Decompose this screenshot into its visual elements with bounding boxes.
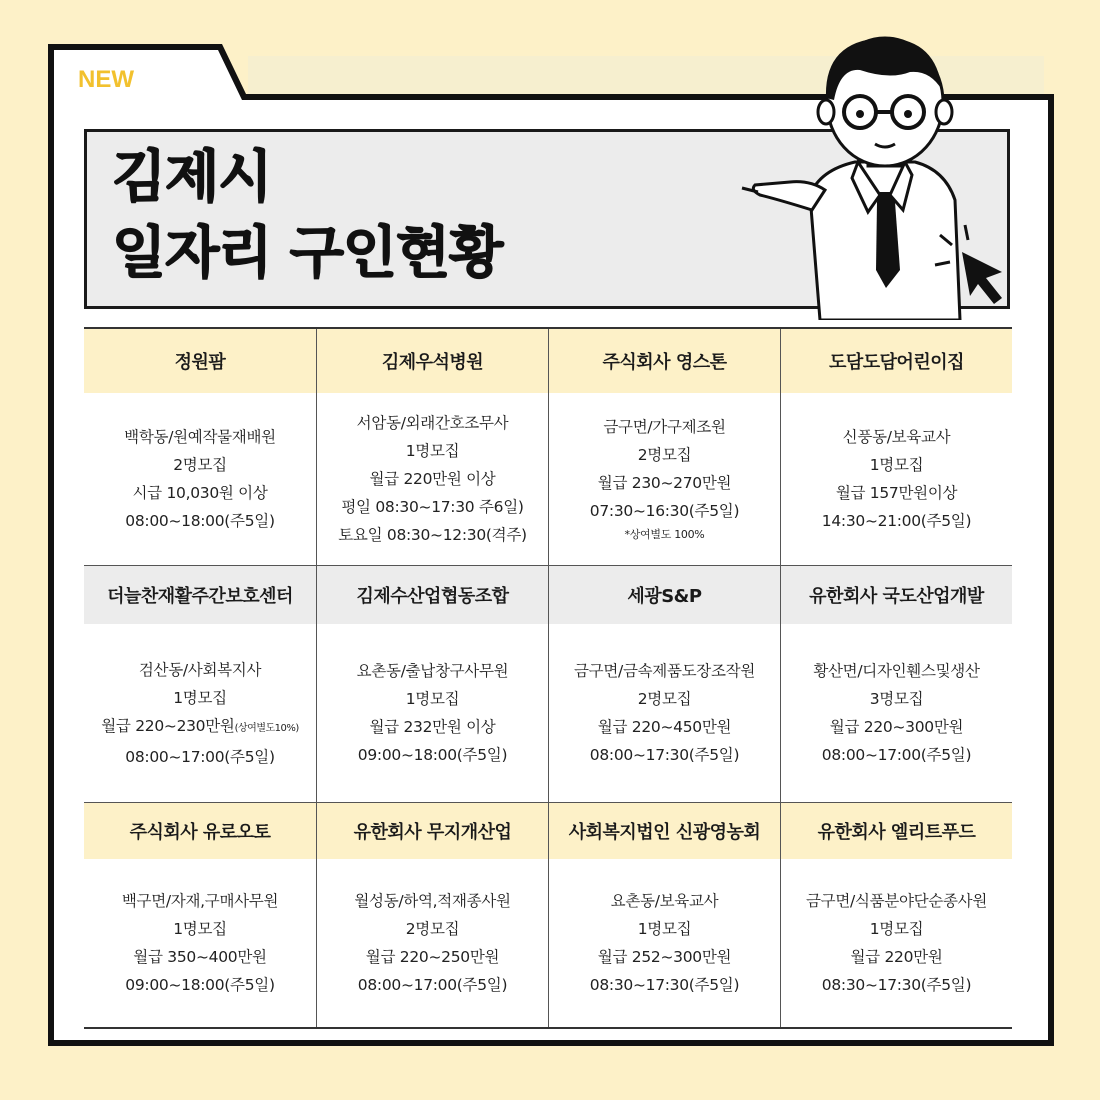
job-line: 금구면/가구제조원 xyxy=(603,418,726,436)
job-line: 1명모집 xyxy=(869,920,924,938)
job-line: 검산동/사회복지사 xyxy=(138,660,262,679)
job-grid xyxy=(84,327,1012,1029)
job-line: 월급 230~270만원 xyxy=(597,474,732,492)
job-card xyxy=(316,329,548,565)
job-row xyxy=(84,803,1012,1027)
job-line: 월급 220~300만원 xyxy=(829,718,964,736)
company-name: 정원팜 xyxy=(84,329,316,393)
job-line: 1명모집 xyxy=(405,690,460,708)
company-name: 도담도담어린이집 xyxy=(781,329,1012,393)
job-line: 요촌동/출납창구사무원 xyxy=(356,662,509,680)
job-line: 1명모집 xyxy=(173,688,227,707)
company-name: 김제우석병원 xyxy=(317,329,548,393)
job-line: 1명모집 xyxy=(869,456,924,474)
job-info xyxy=(549,624,780,802)
job-line: 월급 220~250만원 xyxy=(365,948,500,966)
job-card xyxy=(316,803,548,1027)
job-line: 백학동/원예작물재배원 xyxy=(124,428,276,446)
company-name: 주식회사 영스톤 xyxy=(549,329,780,393)
job-line: 08:00~17:00(주5일) xyxy=(821,746,972,764)
job-row xyxy=(84,329,1012,566)
job-info xyxy=(317,859,548,1027)
job-card xyxy=(548,329,780,565)
company-name: 사회복지법인 신광영농회 xyxy=(549,803,780,859)
job-card xyxy=(548,803,780,1027)
job-line: 월급 350~400만원 xyxy=(133,948,267,966)
job-line: 09:00~18:00(주5일) xyxy=(125,976,275,994)
job-line: 2명모집 xyxy=(637,690,692,708)
job-info xyxy=(781,859,1012,1027)
job-card xyxy=(84,566,316,802)
job-line: 09:00~18:00(주5일) xyxy=(357,746,508,764)
job-line: 금구면/금속제품도장조작원 xyxy=(574,662,755,680)
job-info xyxy=(781,393,1012,565)
job-line: 신풍동/보육교사 xyxy=(842,428,951,446)
job-card xyxy=(84,329,316,565)
job-line: 08:30~17:30(주5일) xyxy=(821,976,972,994)
job-line: 월급 220~450만원 xyxy=(597,718,732,736)
job-card xyxy=(84,803,316,1027)
company-name: 유한회사 엘리트푸드 xyxy=(781,803,1012,859)
job-line: 월급 157만원이상 xyxy=(835,484,958,502)
job-line: 월성동/하역,적재종사원 xyxy=(354,892,511,910)
job-line: 월급 232만원 이상 xyxy=(369,718,496,736)
page-title-line1: 김제시 xyxy=(112,145,272,210)
job-card xyxy=(780,329,1012,565)
job-note: *상여별도 100% xyxy=(624,528,705,541)
job-line: 2명모집 xyxy=(405,920,460,938)
company-name: 세광S&P xyxy=(549,566,780,624)
job-line: 08:00~18:00(주5일) xyxy=(125,512,275,530)
job-line: 토요일 08:30~12:30(격주) xyxy=(338,526,527,544)
job-line: 14:30~21:00(주5일) xyxy=(821,512,972,530)
job-card xyxy=(780,803,1012,1027)
job-line: 3명모집 xyxy=(869,690,924,708)
job-line-with-note xyxy=(101,712,299,743)
job-card xyxy=(548,566,780,802)
company-name: 주식회사 유로오토 xyxy=(84,803,316,859)
job-info xyxy=(84,624,316,802)
job-info xyxy=(317,624,548,802)
job-line: 시급 10,030원 이상 xyxy=(132,484,268,502)
job-info xyxy=(781,624,1012,802)
job-line: 08:00~17:00(주5일) xyxy=(125,747,275,766)
job-info xyxy=(84,393,316,565)
job-line: 1명모집 xyxy=(405,442,460,460)
job-line: 월급 252~300만원 xyxy=(597,948,732,966)
company-name: 김제수산업협동조합 xyxy=(317,566,548,624)
job-card xyxy=(316,566,548,802)
job-info xyxy=(549,393,780,565)
job-line: 1명모집 xyxy=(173,920,227,938)
job-line: 요촌동/보육교사 xyxy=(610,892,719,910)
job-line: 1명모집 xyxy=(637,920,692,938)
job-line: 금구면/식품분야단순종사원 xyxy=(806,892,987,910)
job-line: 2명모집 xyxy=(173,456,227,474)
job-line: 평일 08:30~17:30 주6일) xyxy=(341,498,524,516)
job-line: 08:00~17:30(주5일) xyxy=(589,746,740,764)
job-note: (상여별도10%) xyxy=(234,722,299,734)
job-row xyxy=(84,566,1012,803)
job-line: 황산면/디자인휀스및생산 xyxy=(813,662,980,680)
company-name: 유한회사 국도산업개발 xyxy=(781,566,1012,624)
job-line: 08:30~17:30(주5일) xyxy=(589,976,740,994)
job-info xyxy=(317,393,548,565)
job-line: 서암동/외래간호조무사 xyxy=(356,414,509,432)
job-line: 2명모집 xyxy=(637,446,692,464)
businessman-illustration xyxy=(740,20,1040,320)
job-info xyxy=(84,859,316,1027)
company-name: 유한회사 무지개산업 xyxy=(317,803,548,859)
job-line: 07:30~16:30(주5일) xyxy=(589,502,740,520)
job-line: 월급 220~230만원 xyxy=(101,716,235,735)
company-name: 더늘찬재활주간보호센터 xyxy=(84,566,316,624)
job-line: 월급 220만원 이상 xyxy=(369,470,496,488)
page-title-line2: 일자리 구인현황 xyxy=(112,221,503,286)
job-info xyxy=(549,859,780,1027)
job-line: 백구면/자재,구매사무원 xyxy=(121,892,279,910)
new-tag: NEW xyxy=(78,66,134,93)
job-line: 월급 220만원 xyxy=(850,948,943,966)
job-card xyxy=(780,566,1012,802)
job-line: 08:00~17:00(주5일) xyxy=(357,976,508,994)
